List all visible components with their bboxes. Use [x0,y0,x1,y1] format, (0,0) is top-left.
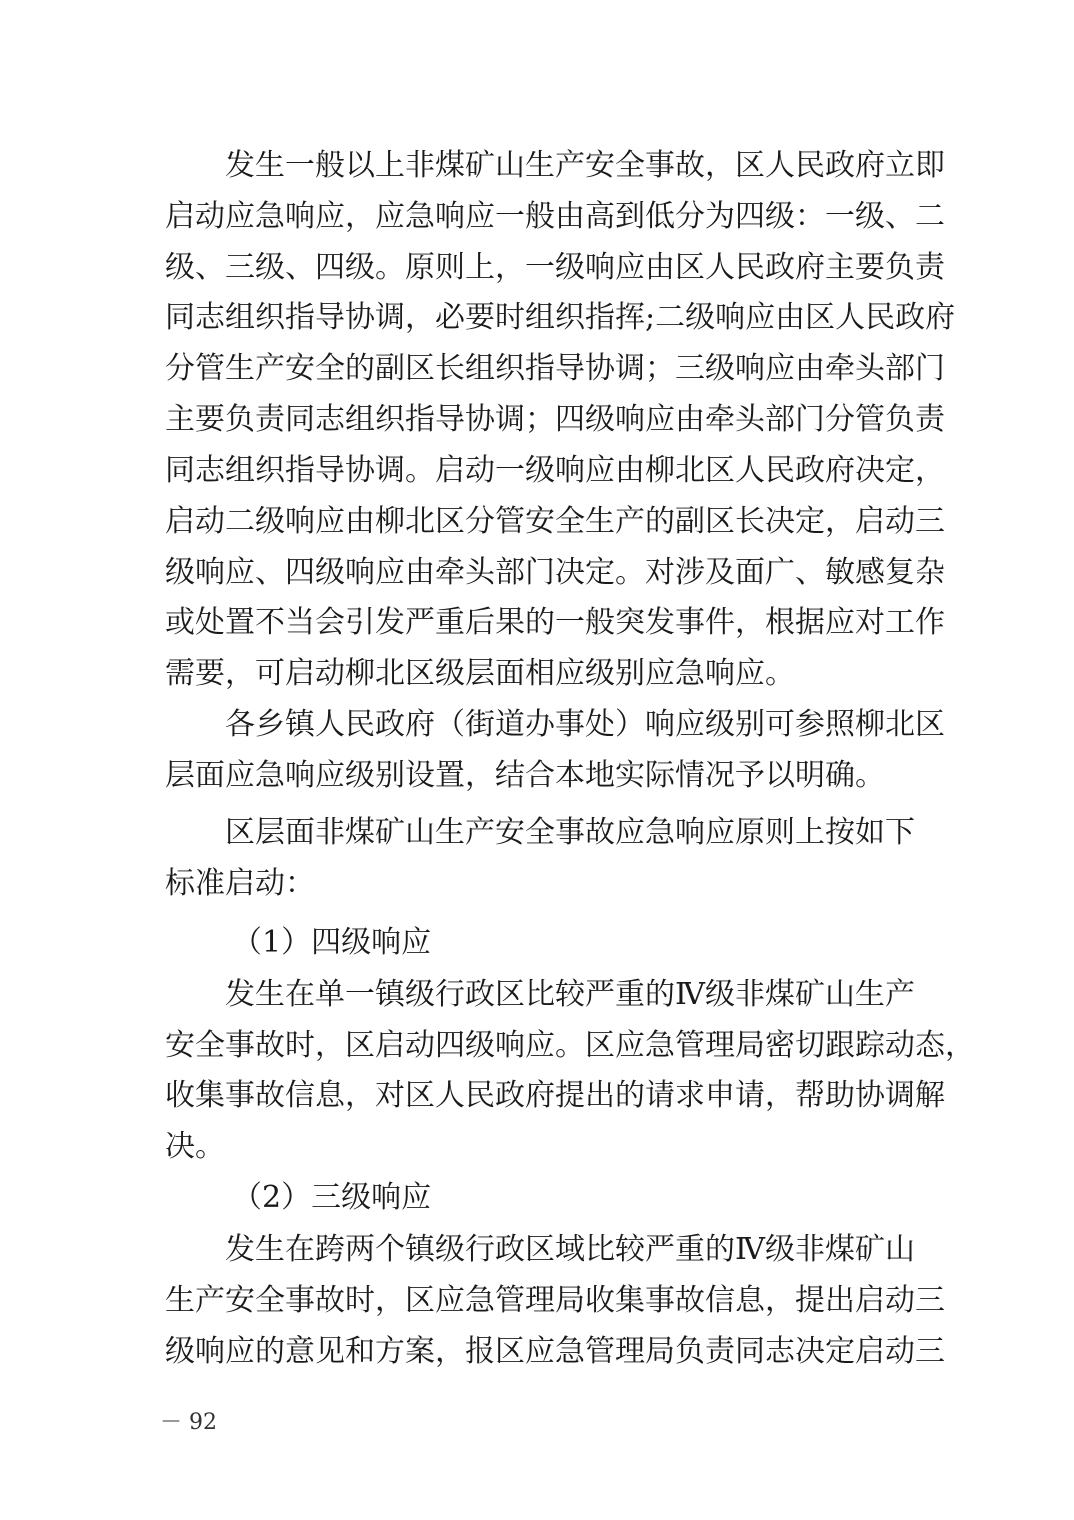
paragraph-line: 需要，可启动柳北区级层面相应级别应急响应。 [165,656,795,691]
paragraph-line: 级响应、四级响应由牵头部门决定。对涉及面广、敏感复杂 [165,555,945,590]
paragraph-line: 各乡镇人民政府（街道办事处）响应级别可参照柳北区 [225,707,945,742]
paragraph-line: 层面应急响应级别设置，结合本地实际情况予以明确。 [165,758,885,793]
section-heading: （2）三级响应 [232,1180,432,1215]
paragraph-line: 主要负责同志组织指导协调；四级响应由牵头部门分管负责 [165,402,945,437]
paragraph-line: 发生在单一镇级行政区比较严重的Ⅳ级非煤矿山生产 [225,977,915,1012]
paragraph-line: 分管生产安全的副区长组织指导协调；三级响应由牵头部门 [165,351,945,386]
section-heading: （1）四级响应 [232,925,432,960]
paragraph-line: 同志组织指导协调，必要时组织指挥;二级响应由区人民政府 [165,300,956,335]
paragraph-line: 级响应的意见和方案，报区应急管理局负责同志决定启动三 [165,1334,945,1369]
paragraph-line: 或处置不当会引发严重后果的一般突发事件，根据应对工作 [165,605,945,640]
paragraph-line: 发生一般以上非煤矿山生产安全事故，区人民政府立即 [225,148,945,183]
paragraph-line: 标准启动： [165,866,315,901]
paragraph-line: 同志组织指导协调。启动一级响应由柳北区人民政府决定， [165,453,945,488]
paragraph-line: 级、三级、四级。原则上，一级响应由区人民政府主要负责 [165,250,945,285]
paragraph-line: 决。 [165,1129,225,1164]
paragraph-line: 安全事故时，区启动四级响应。区应急管理局密切跟踪动态， [165,1028,975,1063]
paragraph-line: 启动二级响应由柳北区分管安全生产的副区长决定，启动三 [165,504,945,539]
paragraph-line: 发生在跨两个镇级行政区域比较严重的Ⅳ级非煤矿山 [225,1232,915,1267]
paragraph-line: 生产安全事故时，区应急管理局收集事故信息，提出启动三 [165,1283,945,1318]
paragraph-line: 启动应急响应，应急响应一般由高到低分为四级：一级、二 [165,199,945,234]
page-number: － 92 [160,1410,217,1435]
paragraph-line: 收集事故信息，对区人民政府提出的请求申请，帮助协调解 [165,1078,945,1113]
paragraph-line: 区层面非煤矿山生产安全事故应急响应原则上按如下 [225,815,915,850]
